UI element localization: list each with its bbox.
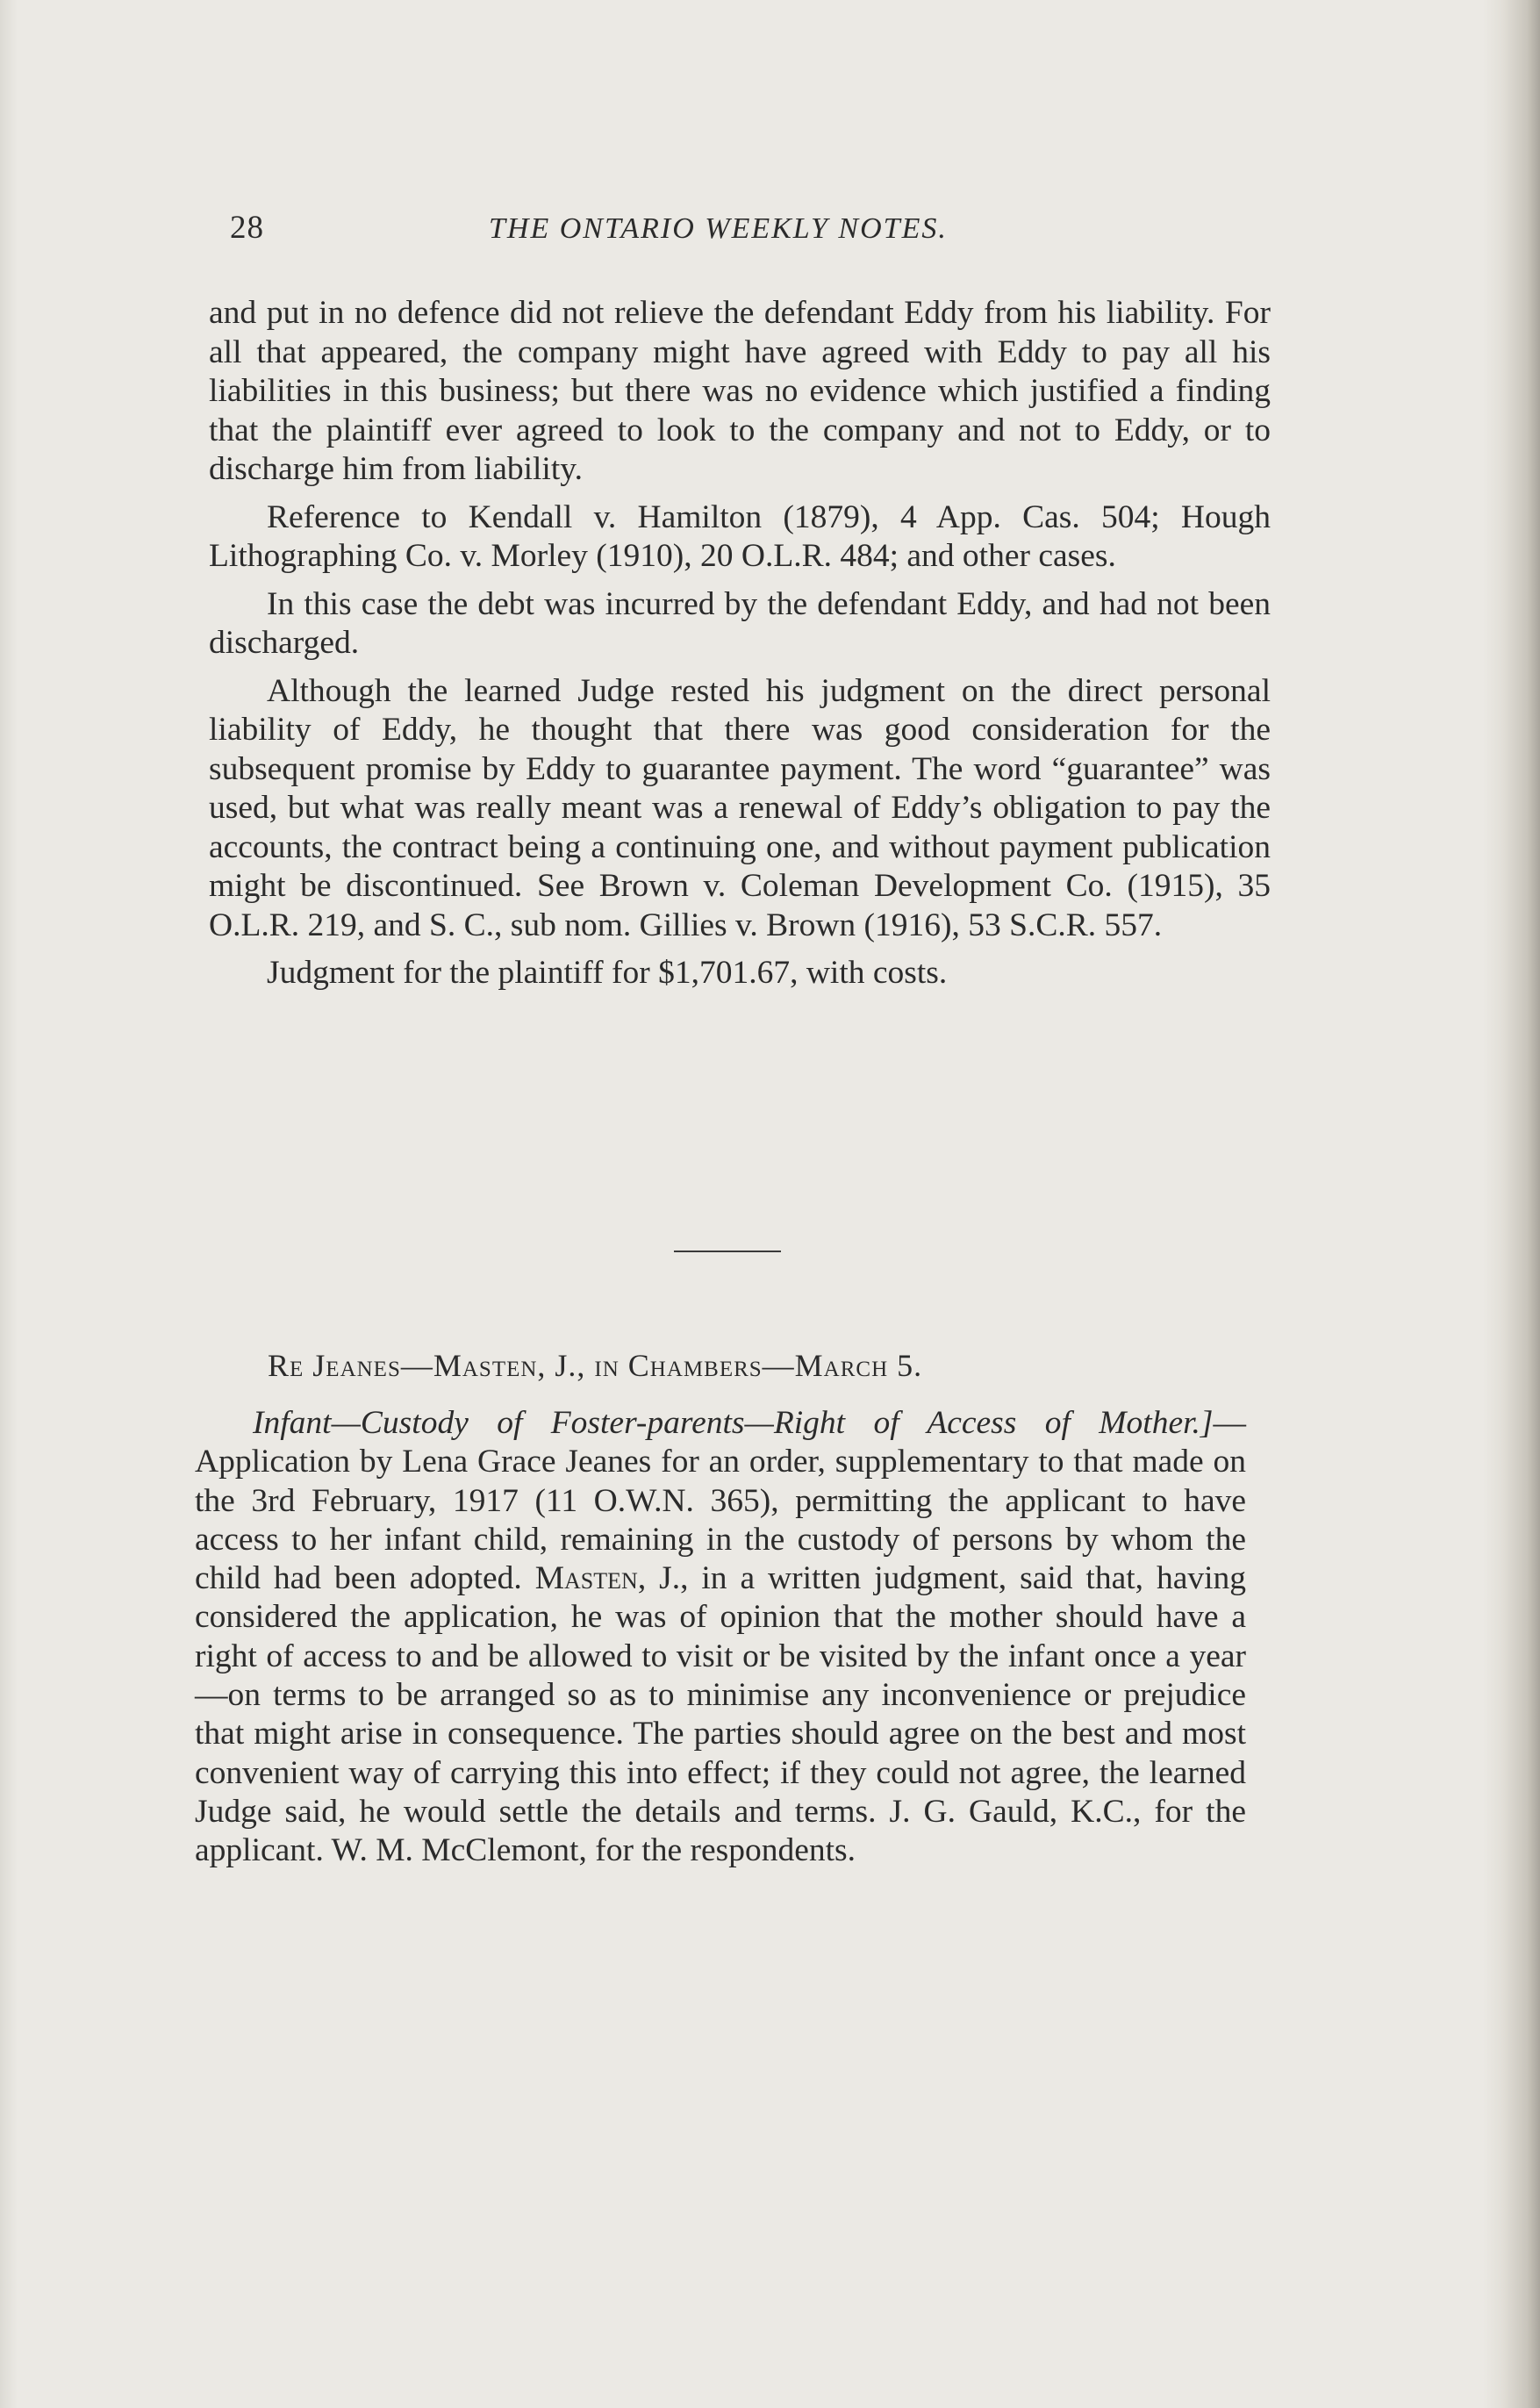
page-number: 28 <box>230 210 264 246</box>
body-text <box>209 294 1271 993</box>
paragraph-judgment: Judgment for the plaintiff for $1,701.67, with costs. <box>267 955 948 991</box>
case-application-text: —Application by Lena Grace Jeanes for an order, supplementary to that made on the 3rd February, 1917 (11 O.W.N. 365), permitting the applicant to have access to her infant child, remaining in the custody of persons by whom the child had been adopted. <box>195 1405 1246 1597</box>
paragraph-debt: In this case the debt was incurred by the defendant Eddy, and had not been discharged. <box>209 585 1271 661</box>
running-head: THE ONTARIO WEEKLY NOTES. <box>489 212 948 245</box>
case-catchwords: Infant—Custody of Foster-parents—Right of Access of Mother.] <box>253 1405 1214 1441</box>
section-divider <box>674 1251 781 1252</box>
paragraph-references: Reference to Kendall v. Hamilton (1879), 4 App. Cas. 504; Hough Lithographing Co. v. Morley (1910), 20 O.L.R. 484; and other cases. <box>209 498 1271 574</box>
page-header <box>230 209 1274 253</box>
case-paragraph <box>195 1404 1246 1871</box>
case-judgment-text: , J., in a written judgment, said that, having considered the application, he was of opinion that the mother should have a right of access to and be allowed to visit or be visited by the infant once a year—on terms to be arranged so as to minimise any inconvenience or prejudice that might arise in consequence. The parties should agree on the best and most convenient way of carrying this into effect; if they could not agree, the learned Judge said, he would settle the details and terms. J. G. Gauld, K.C., for the applicant. W. M. McClemont, for the respondents. <box>195 1560 1247 1869</box>
judge-name: Masten <box>534 1560 638 1597</box>
case-heading: Re Jeanes—Masten, J., in Chambers—March 5. <box>268 1348 923 1383</box>
paragraph-continuation: and put in no defence did not relieve the defendant Eddy from his liability. For all that appeared, the company might have agreed with Eddy to pay all his liabilities in this business; but there was no evidence which justified a finding that the plaintiff ever agreed to look to the company and not to Eddy, or to discharge him from liability. <box>209 295 1271 487</box>
case-report <box>195 1404 1246 1871</box>
paragraph-guarantee: Although the learned Judge rested his judgment on the direct personal liability of Eddy, he thought that there was good consideration for the subsequent promise by Eddy to guarantee payment. The word “guarantee” was used, but what was really meant was a renewal of Eddy’s obligation to pay the accounts, the contract being a continuing one, and without payment publication might be discontinued. See Brown v. Coleman Development Co. (1915), 35 O.L.R. 219, and S. C., sub nom. Gillies v. Brown (1916), 53 S.C.R. 557. <box>209 672 1271 943</box>
